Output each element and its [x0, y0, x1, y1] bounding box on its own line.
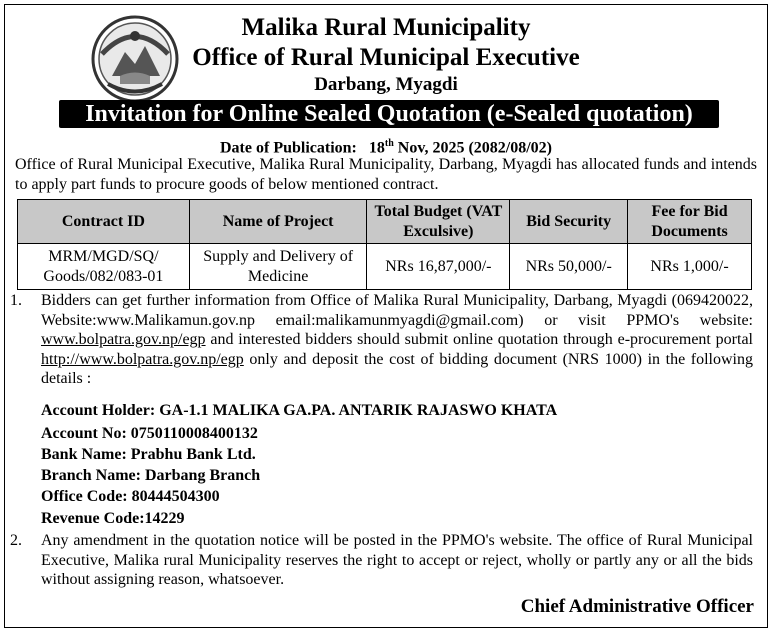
- publication-date-rest: Nov, 2025 (2082/08/02): [393, 139, 552, 157]
- item-2-number: 2.: [10, 532, 22, 549]
- table-header-row: [18, 200, 752, 244]
- item-1-text: [41, 291, 753, 389]
- office-name: Office of Rural Municipal Executive: [192, 44, 580, 71]
- cell-project-name: Supply and Delivery of Medicine: [189, 244, 367, 290]
- branch-name: Branch Name: Darbang Branch: [41, 467, 261, 484]
- col-contract-id: Contract ID: [18, 200, 190, 244]
- contract-table: [17, 199, 752, 290]
- bolpatra-portal-link[interactable]: http://www.bolpatra.gov.np/egp: [41, 350, 244, 368]
- publication-day: 18: [368, 139, 385, 157]
- col-bid-security: Bid Security: [510, 200, 628, 244]
- cell-bid-security: NRs 50,000/-: [510, 244, 628, 290]
- cell-contract-id: MRM/MGD/SQ/ Goods/082/083-01: [18, 244, 190, 290]
- cell-bid-fee: NRs 1,000/-: [628, 244, 752, 290]
- item-1-text-b: and interested bidders should submit online quotation through e-procurement portal: [205, 331, 753, 349]
- col-bid-fee: Fee for Bid Documents: [628, 200, 752, 244]
- bank-name: Bank Name: Prabhu Bank Ltd.: [41, 446, 256, 463]
- item-1-text-a: Bidders can get further information from Office of Malika Rural Municipality, Darbang, Myagdi (069420022, Website:www.Malikamun.gov.np email:malikamunmyagdi@gmail.com) or visit PPMO's website:: [41, 292, 753, 329]
- revenue-code: Revenue Code:14229: [41, 510, 185, 527]
- publication-label: Date of Publication:: [220, 139, 357, 157]
- intro-paragraph: Office of Rural Municipal Executive, Malika Rural Municipality, Darbang, Myagdi has allocated funds and intends to apply part funds to procure goods of below mentioned contract.: [15, 156, 757, 193]
- cell-total-budget: NRs 16,87,000/-: [367, 244, 510, 290]
- item-1-text-c: only and deposit the cost of bidding document (NRS 1000) in the following details :: [41, 350, 753, 388]
- notice-title-banner: Invitation for Online Sealed Quotation (e-Sealed quotation): [59, 100, 719, 128]
- publication-day-suffix: th: [384, 138, 394, 149]
- municipality-name: Malika Rural Municipality: [241, 14, 531, 41]
- signatory-title: Chief Administrative Officer: [520, 596, 754, 617]
- account-holder: Account Holder: GA-1.1 MALIKA GA.PA. ANTARIK RAJASWO KHATA: [41, 402, 558, 419]
- table-row: [18, 244, 752, 290]
- office-location: Darbang, Myagdi: [314, 74, 458, 95]
- col-total-budget: Total Budget (VAT Exculsive): [367, 200, 510, 244]
- item-1-number: 1.: [10, 292, 22, 309]
- col-project-name: Name of Project: [189, 200, 367, 244]
- office-code: Office Code: 80444504300: [41, 488, 220, 505]
- account-number: Account No: 0750110008400132: [41, 425, 258, 442]
- bolpatra-egp-link[interactable]: www.bolpatra.gov.np/egp: [41, 331, 206, 349]
- item-2-text: Any amendment in the quotation notice will be posted in the PPMO's website. The office of Rural Municipal Executive, Malika rural Municipality reserves the right to accept or reject, wholly or partly any or all the bids without assigning reason, whatsoever.: [41, 532, 753, 589]
